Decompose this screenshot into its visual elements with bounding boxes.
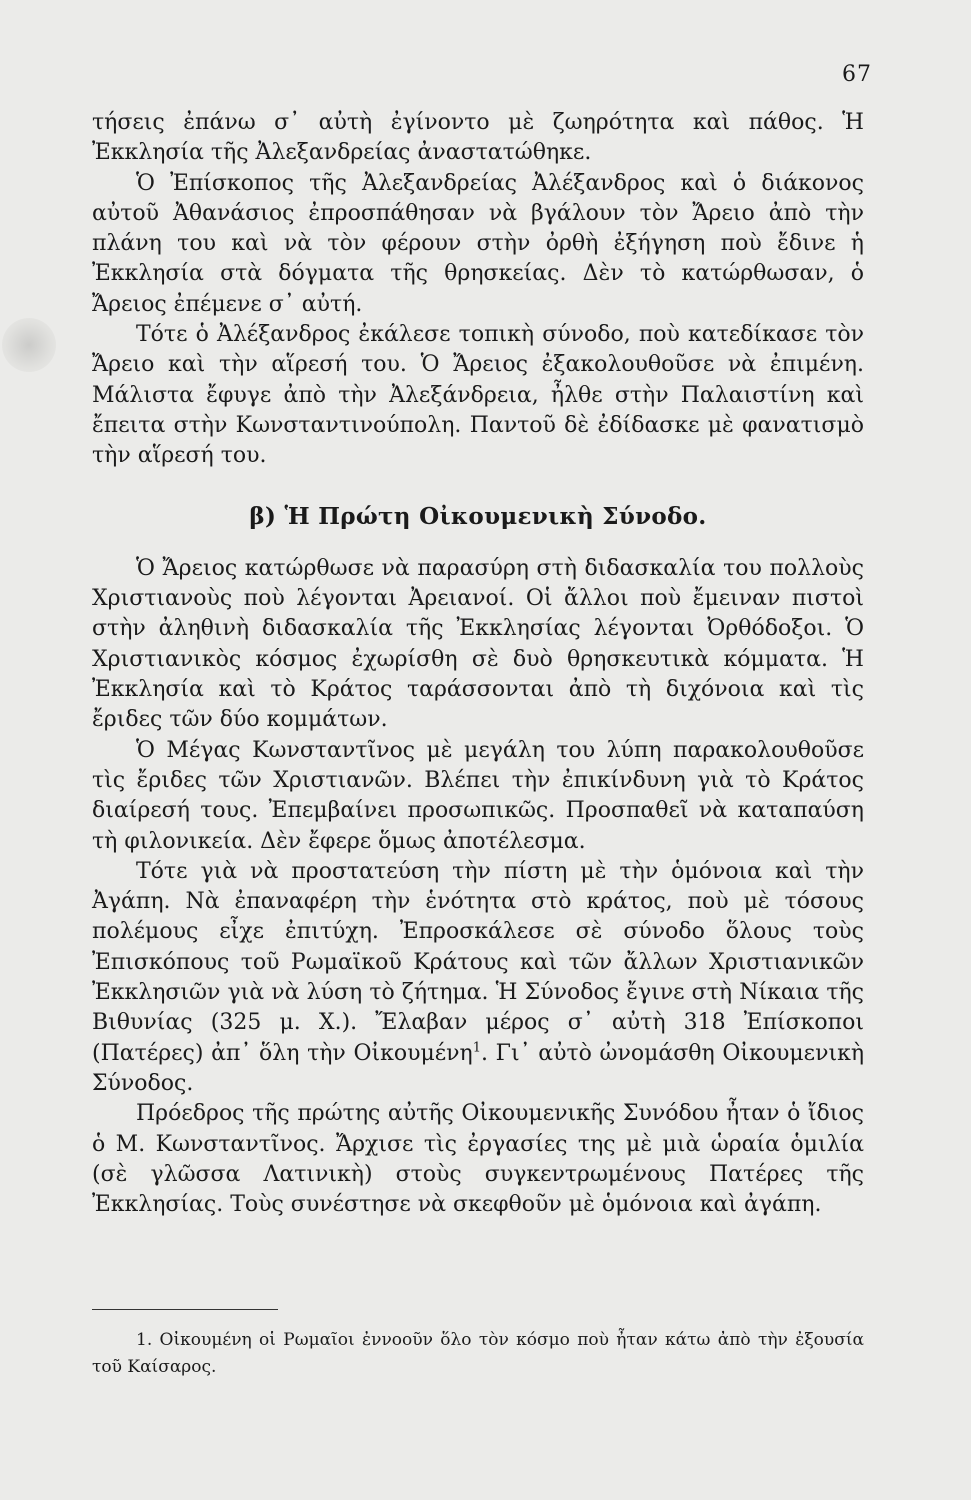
paragraph-text: . Γι᾿ αὐτὸ ὠνομάσθη Οἰκουμενικὴ Σύνοδος. [92, 1040, 864, 1096]
paragraph-with-footnote-ref [92, 857, 864, 1099]
paragraph: Πρόεδρος τῆς πρώτης αὐτῆς Οἰκουμενικῆς Συνόδου ἦταν ὁ ἴδιος ὁ Μ. Κωνσταντῖνος. Ἄρχισε τὶς ἐργασίες της μὲ μιὰ ὡραία ὁμιλία (σὲ γλῶσσα Λατινικὴ) στοὺς συγκεντρωμένους Πατέρες τῆς Ἐκκλησίας. Τοὺς συνέστησε νὰ σκεφθοῦν μὲ ὁμόνοια καὶ ἀγάπη. [92, 1101, 864, 1218]
page-stain [2, 318, 56, 372]
paragraph: Ὁ Ἐπίσκοπος τῆς Ἀλεξανδρείας Ἀλέξανδρος καὶ ὁ διάκονος αὐτοῦ Ἀθανάσιος ἐπροσπάθησαν νὰ βγάλουν τὸν Ἄρειο ἀπὸ τὴν πλάνη του καὶ νὰ τὸν φέρουν στὴν ὀρθὴ ἐξήγηση ποὺ ἔδινε ἡ Ἐκκλησία στὰ δόγματα τῆς θρησκείας. Δὲν τὸ κατώρθωσαν, ὁ Ἄρειος ἐπέμενε σ᾿ αὐτή. [92, 170, 864, 317]
page-number: 67 [842, 62, 872, 87]
footnote [92, 1327, 864, 1381]
body-text [92, 108, 864, 1220]
paragraph-text: Τότε γιὰ νὰ προστατεύση τὴν πίστη μὲ τὴν ὁμόνοια καὶ τὴν Ἀγάπη. Νὰ ἐπαναφέρη τὴν ἑνότητα στὸ κράτος, ποὺ μὲ τόσους πολέμους εἶχε ἐπιτύχη. Ἐπροσκάλεσε σὲ σύνοδο ὅλους τοὺς Ἐπισκόπους τοῦ Ρωμαϊκοῦ Κράτους καὶ τῶν ἄλλων Χριστιανικῶν Ἐκκλησιῶν γιὰ νὰ λύση τὸ ζήτημα. Ἡ Σύνοδος ἔγινε στὴ Νίκαια τῆς Βιθυνίας (325 μ. Χ.). Ἔλαβαν μέρος σ᾿ αὐτὴ 318 Ἐπίσκοποι (Πατέρες) ἀπ᾿ ὅλη τὴν Οἰκουμένη [92, 858, 864, 1066]
paragraph-continuation: τήσεις ἐπάνω σ᾿ αὐτὴ ἐγίνοντο μὲ ζωηρότητα καὶ πάθος. Ἡ Ἐκκλησία τῆς Ἀλεξανδρείας ἀναστατώθηκε. [92, 110, 864, 166]
footnote-divider [92, 1309, 278, 1310]
paragraph: Ὁ Ἄρειος κατώρθωσε νὰ παρασύρη στὴ διδασκαλία του πολλοὺς Χριστιανοὺς ποὺ λέγονται Ἀρειανοί. Οἱ ἄλλοι ποὺ ἔμειναν πιστοὶ στὴν ἀληθινὴ διδασκαλία τῆς Ἐκκλησίας λέγονται Ὀρθόδοξοι. Ὁ Χριστιανικὸς κόσμος ἐχωρίσθη σὲ δυὸ θρησκευτικὰ κόμματα. Ἡ Ἐκκλησία καὶ τὸ Κράτος ταράσσονται ἀπὸ τὴ διχόνοια καὶ τὶς ἔριδες τῶν δύο κομμάτων. [92, 555, 864, 733]
footnote-reference: 1 [472, 1040, 482, 1056]
footnote-text: 1. Οἰκουμένη οἱ Ρωμαῖοι ἐννοοῦν ὅλο τὸν κόσμο ποὺ ἦταν κάτω ἀπὸ τὴν ἐξουσία τοῦ Καίσαρος. [92, 1330, 864, 1377]
paragraph: Τότε ὁ Ἀλέξανδρος ἐκάλεσε τοπικὴ σύνοδο, ποὺ κατεδίκασε τὸν Ἄρειο καὶ τὴν αἵρεσή του. Ὁ Ἄρειος ἐξακολουθοῦσε νὰ ἐπιμένη. Μάλιστα ἔφυγε ἀπὸ τὴν Ἀλεξάνδρεια, ἦλθε στὴν Παλαιστίνη καὶ ἔπειτα στὴν Κωνσταντινούπολη. Παντοῦ δὲ ἐδίδασκε μὲ φανατισμὸ τὴν αἵρεσή του. [92, 322, 864, 469]
paragraph: Ὁ Μέγας Κωνσταντῖνος μὲ μεγάλη του λύπη παρακολουθοῦσε τὶς ἔριδες τῶν Χριστιανῶν. Βλέπει τὴν ἐπικίνδυνη γιὰ τὸ Κράτος διαίρεσή τους. Ἐπεμβαίνει προσωπικῶς. Προσπαθεῖ νὰ καταπαύση τὴ φιλονικεία. Δὲν ἔφερε ὅμως ἀποτέλεσμα. [92, 737, 864, 854]
section-heading: β) Ἡ Πρώτη Οἰκουμενικὴ Σύνοδο. [249, 502, 707, 530]
